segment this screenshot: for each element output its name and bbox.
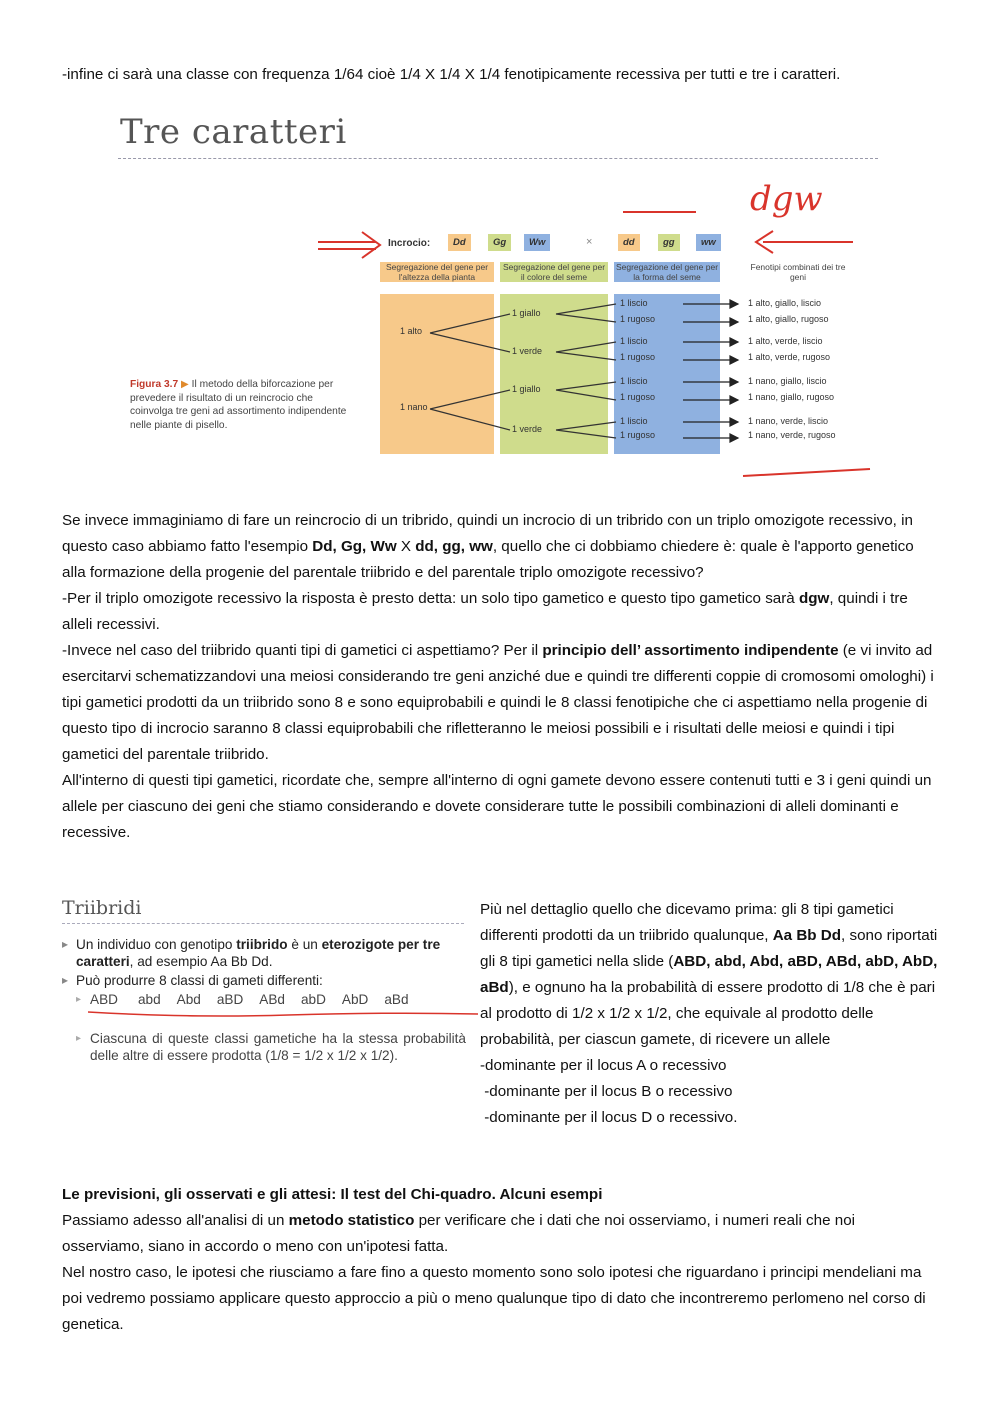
- gamete-3: Abd: [176, 992, 201, 1007]
- locus-b: -dominante per il locus B o recessivo: [480, 1083, 733, 1100]
- right-column: [480, 897, 940, 1131]
- handwritten-dgw: dgw: [750, 179, 823, 219]
- header-shape: Segregazione del gene per la forma del seme: [615, 262, 719, 282]
- paragraph-2: [62, 586, 940, 638]
- gamete-5: ABd: [259, 992, 285, 1007]
- shape-6: 1 rugoso: [620, 392, 656, 402]
- b1-b: triibrido: [236, 937, 288, 952]
- combined-1: 1 alto, giallo, liscio: [748, 298, 822, 308]
- p3-bold-b: principio dell’ assortimento indipendente: [542, 642, 839, 659]
- p1-text-a: Se invece immaginiamo di fare un reincrocio di un tribrido, quindi un incrocio di un tribrido con un triplo omozigote recessivo, in questo caso abbiamo fatto l'esempio: [62, 512, 913, 555]
- triibridi-divider: [62, 923, 464, 924]
- paragraph-3: [62, 638, 940, 768]
- combined-7: 1 nano, verde, liscio: [748, 416, 829, 426]
- triibridi-list: [62, 936, 466, 1064]
- combined-3: 1 alto, verde, liscio: [748, 336, 823, 346]
- intro-line: [62, 62, 940, 88]
- height-alto: 1 alto: [400, 326, 423, 336]
- p2-ww: ww: [696, 234, 721, 251]
- triibridi-slide: [62, 897, 466, 1097]
- p1-text-c: X: [396, 538, 416, 555]
- triibridi-title: Triibridi: [62, 897, 142, 919]
- p5-c: per verificare che i dati che noi osserviamo, i numeri reali che noi osserviamo, siano in accordo o meno con un'ipotesi fatta.: [62, 1212, 856, 1255]
- r-c: , sono riportati gli 8 tipi gametici nella slide (: [480, 927, 938, 970]
- p1-ww: Ww: [524, 234, 550, 251]
- intro-text: -infine ci sarà una classe con frequenza 1/64 cioè 1/4 X 1/4 X 1/4 fenotipicamente recessiva per tutti e tre i caratteri.: [62, 66, 841, 83]
- combined-5: 1 nano, giallo, liscio: [748, 376, 827, 386]
- shape-4: 1 rugoso: [620, 352, 656, 362]
- combined-4: 1 alto, verde, rugoso: [748, 352, 831, 362]
- p1-gg: Gg: [488, 234, 511, 251]
- header-combined: Fenotipi combinati dei tre geni: [750, 262, 846, 282]
- section-heading: Le previsioni, gli osservati e gli attesi: Il test del Chi-quadro. Alcuni esempi: [62, 1186, 603, 1203]
- triibridi-bullet-2: ▸ Può produrre 8 classi di gameti differenti:: [62, 972, 466, 989]
- header-height: Segregazione del gene per l'altezza della pianta: [380, 262, 494, 282]
- paragraph-6: Nel nostro caso, le ipotesi che riusciamo a fare fino a questo momento sono solo ipotesi che riguardano i principi mendeliani ma poi vedremo possiamo applicare questo approccio a più o meno qualunque tipo di dato che incontreremo perlomeno nel corso di genetica.: [62, 1264, 926, 1333]
- figure-tre-caratteri: [118, 112, 878, 482]
- shape-3: 1 liscio: [620, 336, 648, 346]
- paragraph-1: [62, 508, 940, 586]
- gamete-4: aBD: [216, 992, 244, 1007]
- r-e: ), e ognuno ha la probabilità di essere prodotto di 1/8 che è pari al prodotto di 1/2 x 1/2 x 1/2, che equivale al prodotto delle probabilità, per ciascun gamete, di ricevere un allele: [480, 979, 936, 1048]
- gamete-6: abD: [300, 992, 326, 1007]
- p2-text-a: -Per il triplo omozigote recessivo la risposta è presto detta: un solo tipo gametico e questo tipo gametico sarà: [62, 590, 799, 607]
- p5-a: Passiamo adesso all'analisi di un: [62, 1212, 289, 1229]
- gamete-8: aBd: [384, 992, 409, 1007]
- figure-title: Tre caratteri: [120, 112, 347, 152]
- chi-square-section: [62, 1182, 940, 1338]
- header-color: Segregazione del gene per il colore del seme: [500, 262, 608, 282]
- p3-text-a: -Invece nel caso del triibrido quanti tipi di gametici ci aspettiamo? Per il: [62, 642, 543, 659]
- shape-7: 1 liscio: [620, 416, 648, 426]
- p2-dd: dd: [618, 234, 640, 251]
- shape-5: 1 liscio: [620, 376, 648, 386]
- body-text: [62, 508, 940, 846]
- color-2: 1 verde: [512, 346, 543, 356]
- shape-8: 1 rugoso: [620, 430, 656, 440]
- cross-sign: ×: [586, 236, 593, 248]
- r-d: ABD, abd, Abd, aBD, ABd, abD, AbD, aBd: [480, 953, 938, 996]
- b1-d: eterozigote per tre caratteri: [76, 937, 441, 969]
- right-paragraph: [480, 897, 940, 1053]
- b1-e: , ad esempio Aa Bb Dd.: [129, 954, 273, 969]
- p1-text-e: , quello che ci dobbiamo chiedere è: quale è l'apporto genetico alla formazione della progenie del parentale triibrido e del parentale triplo omozigote recessivo?: [62, 538, 914, 581]
- red-underline: [88, 1008, 488, 1020]
- r-a: Più nel dettaglio quello che dicevamo prima: gli 8 tipi gametici differenti prodotti da un triibrido qualunque,: [480, 901, 894, 944]
- p2-text-c: , quindi i tre alleli recessivi.: [62, 590, 908, 633]
- gamete-list: [62, 991, 466, 1008]
- shape-2: 1 rugoso: [620, 314, 656, 324]
- paragraph-4: All'interno di questi tipi gametici, ricordate che, sempre all'interno di ogni gamete devono essere contenuti tutti e 3 i geni quindi un allele per ciascuno dei geni che stiamo considerando e dovete considerare tutte le possibili combinazioni di alleli dominanti e recessive.: [62, 772, 932, 841]
- locus-a: -dominante per il locus A o recessivo: [480, 1057, 727, 1074]
- p3-text-c: (e vi invito ad esercitarvi schematizzandovi una meiosi considerando tre geni anziché due e quindi tre differenti coppie di cromosomi omologhi) i tipi gametici prodotti da un triibrido sono 8 e sono equiprobabili e quindi le 8 classi fenotipiche che ci aspettiamo nella progenie di questo tipo di incrocio saranno 8 classi equiprobabili che rifletteranno le meiosi possibili e i risultati delle meiosi e quindi i tipi gametici del parentale triibrido.: [62, 642, 934, 763]
- triibridi-bullet-3: ▸ Ciascuna di queste classi gametiche ha la stessa probabilità delle altre di essere prodotta (1/8 = 1/2 x 1/2 x 1/2).: [62, 1030, 466, 1064]
- caption-label: Figura 3.7: [130, 379, 179, 390]
- p1-dd: Dd: [448, 234, 471, 251]
- gamete-1: ABD: [90, 992, 118, 1007]
- triibridi-bullet-1: [62, 936, 466, 970]
- paragraph-5: [62, 1208, 940, 1260]
- gamete-7: AbD: [341, 992, 369, 1007]
- r-b: Aa Bb Dd: [772, 927, 842, 944]
- caption-arrow-icon: ▶: [180, 379, 189, 390]
- b1-c: è un: [287, 937, 322, 952]
- combined-6: 1 nano, giallo, rugoso: [748, 392, 835, 402]
- height-nano: 1 nano: [400, 402, 428, 412]
- p5-b: metodo statistico: [288, 1212, 415, 1229]
- color-1: 1 giallo: [512, 308, 541, 318]
- p2-bold-b: dgw: [798, 590, 830, 607]
- combined-2: 1 alto, giallo, rugoso: [748, 314, 829, 324]
- gamete-2: abd: [137, 992, 161, 1007]
- combined-8: 1 nano, verde, rugoso: [748, 430, 836, 440]
- locus-d: -dominante per il locus D o recessivo.: [480, 1109, 738, 1126]
- cross-label: Incrocio:: [388, 238, 431, 249]
- shape-1: 1 liscio: [620, 298, 648, 308]
- figure-caption: [130, 378, 350, 432]
- caption-text: Il metodo della biforcazione per prevedere il risultato di un reincrocio che coinvolga tre geni ad assortimento indipendente nelle piante di pisello.: [130, 379, 347, 431]
- p1-bold-b: Dd, Gg, Ww: [312, 538, 397, 555]
- b1-a: Un individuo con genotipo: [76, 937, 237, 952]
- color-3: 1 giallo: [512, 384, 541, 394]
- color-4: 1 verde: [512, 424, 543, 434]
- p2-gg: gg: [658, 234, 680, 251]
- p1-bold-d: dd, gg, ww: [415, 538, 493, 555]
